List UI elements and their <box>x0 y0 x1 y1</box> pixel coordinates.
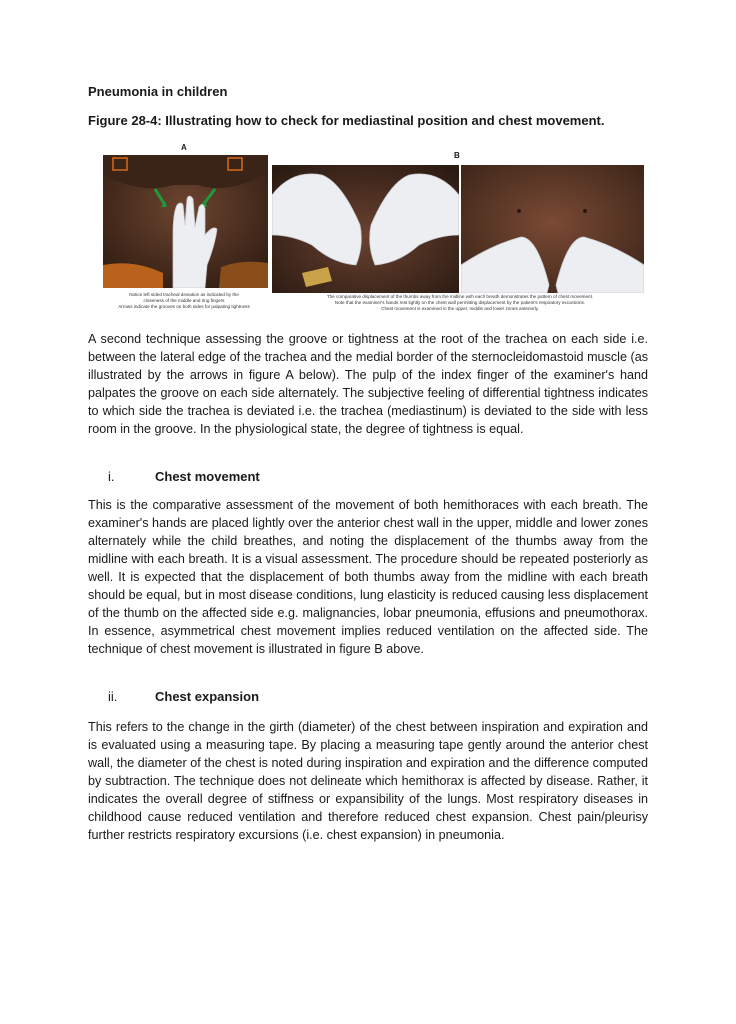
paragraph-chest-movement: This is the comparative assessment of the movement of both hemithoraces with each breath. The examiner's hands are placed lightly over the anterior chest wall in the upper, middle and lower zones alternately while the child breathes, and noting the displacement of the thumbs away from the midline with each breath. It is a visual assessment. The procedure should be repeated posteriorly as well. It is expected that the displacement of both thumbs away from the midline with each breath should be equal, but in most disease conditions, lung elasticity is reduced causing less displacement of the thumb on the affected side e.g. malignancies, lobar pneumonia, effusions and pneumothorax. In essence, asymmetrical chest movement implies reduced ventilation on the affected side. The technique of chest movement is illustrated in figure B above. <box>88 498 648 656</box>
subheading-text: Chest expansion <box>155 689 260 704</box>
subheading-chest-expansion <box>108 689 259 704</box>
subheading-chest-movement <box>108 469 260 484</box>
figure-title: Figure 28-4: Illustrating how to check for mediastinal position and chest movement. <box>88 113 605 128</box>
caption-line: Note that the examiner's hands rest lightly on the chest wall permitting displacement by the patient's respiratory excursions. <box>334 300 586 305</box>
subheading-number: i. <box>108 469 115 484</box>
photo-trachea-palpation <box>103 155 268 288</box>
caption-line: Chest movement is examined in the upper, middle and lower zones anteriorly. <box>381 306 539 311</box>
photo-chest-movement-1 <box>272 165 459 293</box>
caption-line: Notice left sided tracheal deviation as indicated by the <box>129 292 239 297</box>
caption-line: The comparative displacement of the thumbs away from the midline with each breath demonstrates the pattern of chest movement. <box>326 294 594 299</box>
subheading-text: Chest movement <box>155 469 260 484</box>
photo-chest-movement-2 <box>461 165 644 293</box>
caption-line: closeness of the middle and ring fingers <box>143 298 225 303</box>
subheading-number: ii. <box>108 689 118 704</box>
paragraph-tracheal-groove: A second technique assessing the groove or tightness at the root of the trachea on each side i.e. between the lateral edge of the trachea and the medial border of the sternocleidomastoid muscle (as illustrated by the arrows in figure A below). The pulp of the index finger of the examiner's hand palpates the groove on each side alternately. The subjective feeling of differential tightness indicates to which side the trachea is deviated i.e. the trachea (mediastinum) is deviated to the side with less room in the groove. In the physiological state, the degree of tightness is equal. <box>88 332 648 436</box>
figure-a-caption <box>86 292 282 310</box>
figure-label-a: A <box>181 143 187 152</box>
caption-line: Arrows indicate the grooves on both sides for palpating tightness <box>118 304 250 309</box>
figure-label-b: B <box>454 151 460 160</box>
section-title: Pneumonia in children <box>88 84 228 99</box>
figure-b-caption <box>282 294 638 312</box>
paragraph-chest-expansion: This refers to the change in the girth (diameter) of the chest between inspiration and expiration and is evaluated using a measuring tape. By placing a measuring tape gently around the anterior chest wall, the diameter of the chest is noted during inspiration and expiration and the difference computed by subtraction. The technique does not delineate which hemithorax is affected by disease. Rather, it indicates the overall degree of stiffness or expansibility of the lungs. Most respiratory diseases in childhood cause reduced ventilation and therefore reduced chest expansion. Chest pain/pleurisy further restricts respiratory excursions (i.e. chest expansion) in pneumonia. <box>88 720 648 842</box>
